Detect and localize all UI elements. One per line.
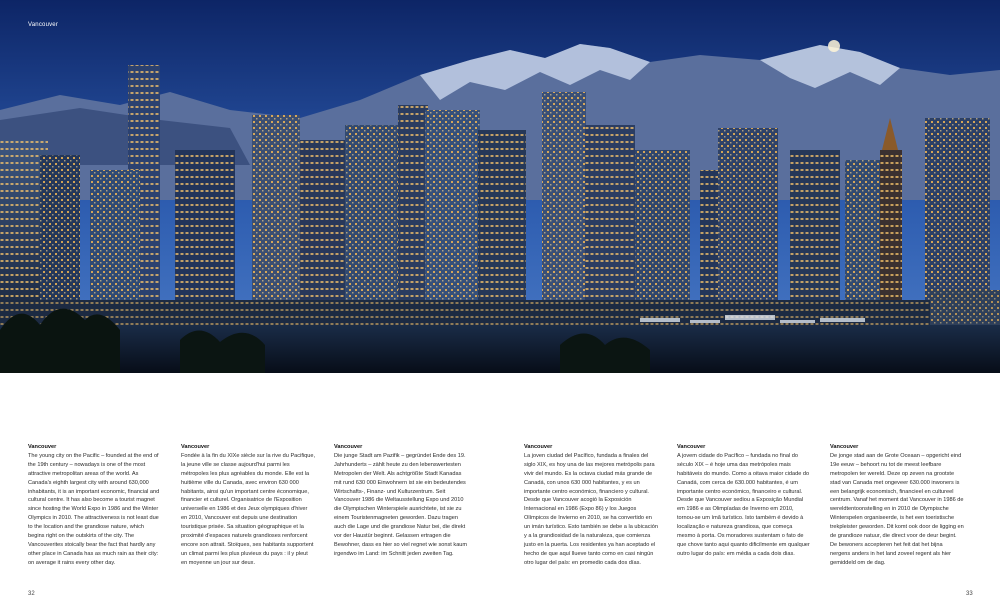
text-column-spanish xyxy=(524,443,658,568)
text-column-german xyxy=(334,443,468,559)
text-column-english xyxy=(28,443,162,568)
foreground-trees xyxy=(0,309,120,373)
column-heading: Vancouver xyxy=(28,444,57,450)
column-heading: Vancouver xyxy=(334,444,363,450)
text-column-french xyxy=(181,443,315,568)
ski-lights xyxy=(828,40,840,52)
column-heading: Vancouver xyxy=(830,444,859,450)
text-column-portuguese xyxy=(677,443,811,559)
column-text: De jonge stad aan de Grote Oceaan – opgericht eind 19e eeuw – behoort nu tot de meest leefbare metropolen ter wereld. Deze op zeven na grootste stad van Canada met ongeveer 630.000 inwoners is een belangrijk economisch, financieel en cultureel centrum. Vanaf het moment dat Vancouver in 1986 de wereldtentoonstelling en in 2010 de Olympische Winterspelen organiseerde, is het een toeristische trekpleister geworden. Dit komt ook door de ligging en de grandioze natuur, die direct voor de deur begint. De bewoners accepteren het feit dat het bijna nergens anders in het land zoveel regent als hier gemiddeld om de dag. xyxy=(830,452,964,566)
column-text: A jovem cidade do Pacífico – fundada no final do século XIX – é hoje uma das metrópoles mais habitáveis do mundo. Como a oitava maior cidade do Canadá, com cerca de 630.000 habitantes, é um importante centro económico, financeiro e cultural. Desde que Vancouver sediou a Exposição Mundial em 1986 e as Olimpíadas de Inverno em 2010, tornou-se um ímã turístico. Isto também é devido à localização e natureza grandiosa, que começa mesmo à porta. Os moradores sustentam o fato de que chove tanto aqui quanto dificilmente em qualquer outro lugar do país: em média a cada dois dias. xyxy=(677,452,810,557)
column-text: Fondée à la fin du XIXe siècle sur la rive du Pacifique, la jeune ville se classe aujourd'hui parmi les métropoles les plus agréables du monde. Elle est la huitième ville du Canada, avec environ 630 000 habitants, ainsi qu'un important centre économique, financier et culturel. Organisatrice de l'Exposition universelle en 1986 et des Jeux olympiques d'hiver en 2010, Vancouver est depuis une destination touristique prisée. Sa situation géographique et la proximité d'espaces naturels grandioses renforcent encore son attrait. Stoïques, ses habitants supportent un climat parmi les plus pluvieux du pays : il y pleut en moyenne un jour sur deux. xyxy=(181,452,316,566)
column-heading: Vancouver xyxy=(181,444,210,450)
column-text: The young city on the Pacific – founded at the end of the 19th century – nowadays is one of the most attractive metropolitan areas of the world. As Canada's eighth largest city with around 630,000 inhabitants, it is an important economic, financial and cultural centre. It has also become a tourist magnet since hosting the World Expo in 1986 and the Winter Olympics in 2010. The attractiveness is not least due to the location and the grandiose nature, which begins right on the outskirts of the city. The Vancouverites stoically bear the fact that hardly any other place in Canada has as much rain as their city: on average it rains every other day. xyxy=(28,452,160,566)
page-number-left: 32 xyxy=(28,591,35,597)
water xyxy=(0,325,1000,373)
column-text: Die junge Stadt am Pazifik – gegründet Ende des 19. Jahrhunderts – zählt heute zu den lebenswertesten Metropolen der Welt. Als achtgrößte Stadt Kanadas mit rund 630 000 Einwohnern ist sie ein bedeutendes Wirtschafts-, Finanz- und Kulturzentrum. Seit Vancouver 1986 die Weltausstellung Expo und 2010 die Olympischen Winterspiele ausrichtete, ist sie zu einem Touristenmagneten geworden. Dazu tragen auch die Lage und die grandiose Natur bei, die direkt vor der Haustür beginnt. Gelassen ertragen die Bewohner, dass es hier so viel regnet wie sonst kaum irgendwo im Land: im Schnitt jeden zweiten Tag. xyxy=(334,452,468,557)
column-heading: Vancouver xyxy=(524,444,553,450)
photo-caption: Vancouver xyxy=(28,22,59,28)
page-number-right: 33 xyxy=(966,591,973,597)
text-column-dutch xyxy=(830,443,964,568)
column-heading: Vancouver xyxy=(677,444,706,450)
column-text: La joven ciudad del Pacífico, fundada a finales del siglo XIX, es hoy una de las mejores metrópolis para vivir del mundo. Es la octava ciudad más grande de Canadá, con unos 630 000 habitantes, y es un importante centro económico, financiero y cultural. Desde que Vancouver acogió la Exposición Internacional en 1986 (Expo 86) y los Juegos Olímpicos de Invierno en 2010, se ha convertido en un imán turístico. Esto también se debe a la ubicación y a la grandiosidad de la naturaleza, que comienza justo en la puerta. Los residentes ya han aceptado el hecho de que aquí llueve tanto como en casi ningún otro lugar del país: en promedio cada dos días. xyxy=(524,452,659,566)
